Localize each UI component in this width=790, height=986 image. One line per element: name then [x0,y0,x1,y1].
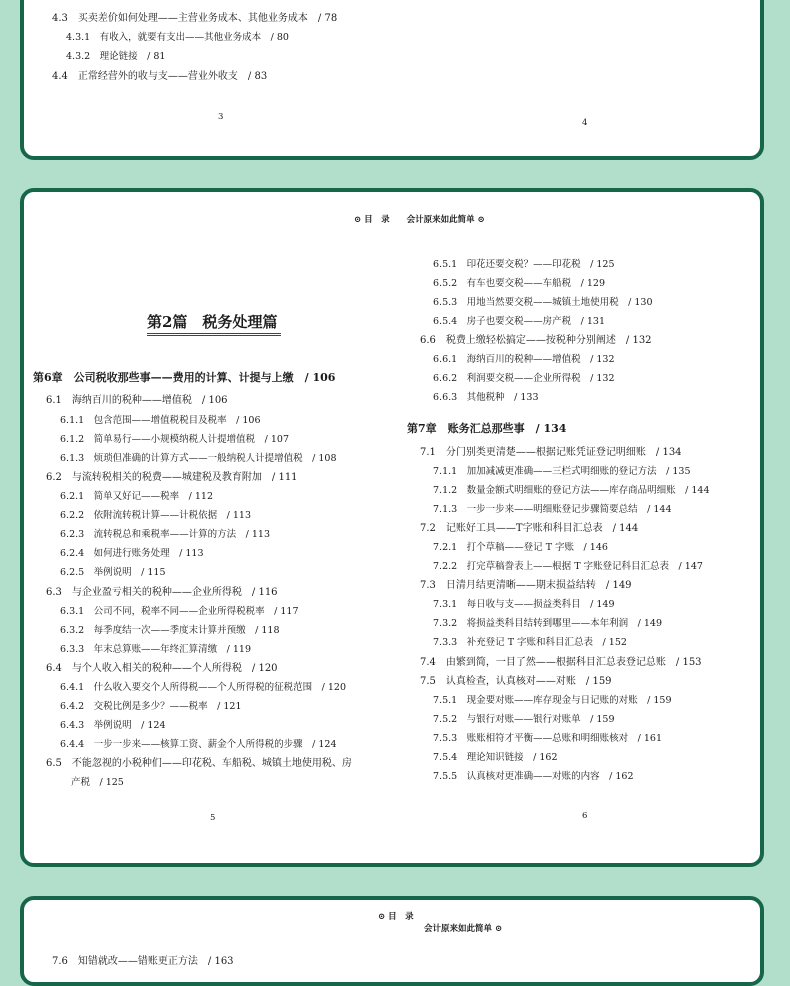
toc-entry: 4.3 买卖差价如何处理——主营业务成本、其他业务成本 / 78 [52,13,338,24]
toc-entry: 6.1.1 包含范围——增值税税目及税率 / 106 [60,415,261,426]
toc-entry: 6.1 海纳百川的税种——增值税 / 106 [46,395,228,406]
toc-entry: 7.1.1 加加减减更准确——三栏式明细账的登记方法 / 135 [433,466,691,477]
toc-entry: 7.3.3 补充登记 T 字账和科目汇总表 / 152 [433,637,627,648]
toc-page-spread-3 [20,896,764,986]
toc-entry: 7.2 记账好工具——T字账和科目汇总表 / 144 [420,523,639,534]
toc-entry: 6.2.1 简单又好记——税率 / 112 [60,491,214,502]
toc-entry: 6.6.2 利润要交税——企业所得税 / 132 [433,373,615,384]
toc-entry: 6.5 不能忽视的小税种们——印花税、车船税、城镇土地使用税、房 [46,758,352,769]
toc-entry: 6.3.3 年末总算账——年终汇算清缴 / 119 [60,644,252,655]
toc-entry: 7.5 认真检查，认真核对——对账 / 159 [420,676,612,687]
toc-entry: 6.6.1 海纳百川的税种——增值税 / 132 [433,354,615,365]
page-number: 6 [582,811,588,821]
toc-entry: 7.1.3 一步一步来——明细账登记步骤简要总结 / 144 [433,504,672,515]
toc-page-spread-2 [20,188,764,867]
running-header: ⊙ 目 录 会计原来如此简单 ⊙ [354,215,485,225]
toc-entry: 4.3.2 理论链接 / 81 [66,51,166,62]
toc-entry: 6.3 与企业盈亏相关的税种——企业所得税 / 116 [46,587,278,598]
toc-entry: 6.2.3 流转税总和乘税率——计算的方法 / 113 [60,529,271,540]
chapter-heading: 第7章 账务汇总那些事 / 134 [407,422,567,435]
toc-entry: 7.5.1 现金要对账——库存现金与日记账的对账 / 159 [433,695,672,706]
toc-entry: 6.6 税费上缴轻松搞定——按税种分别阐述 / 132 [420,335,652,346]
toc-entry: 6.5.3 用地当然要交税——城镇土地使用税 / 130 [433,297,653,308]
page-number: 4 [582,118,588,128]
toc-entry: 7.6 知错就改——错账更正方法 / 163 [52,956,234,967]
toc-entry: 6.2.2 依附流转税计算——计税依据 / 113 [60,510,252,521]
page-number: 3 [218,112,224,122]
part-title: 第2篇 税务处理篇 [147,313,278,331]
running-header: 会计原来如此简单 ⊙ [424,924,503,934]
toc-entry: 6.2 与流转税相关的税费——城建税及教育附加 / 111 [46,472,298,483]
toc-entry: 7.4 由繁到简，一目了然——根据科目汇总表登记总账 / 153 [420,657,702,668]
toc-entry: 7.5.5 认真核对更准确——对账的内容 / 162 [433,771,634,782]
toc-entry: 7.5.3 账账相符才平衡——总账和明细账核对 / 161 [433,733,663,744]
toc-entry: 6.1.3 烦琐但准确的计算方式——一般纳税人计提增值税 / 108 [60,453,337,464]
toc-entry: 6.4.1 什么收入要交个人所得税——个人所得税的征税范围 / 120 [60,682,347,693]
toc-entry: 产税 / 125 [71,777,124,788]
toc-entry: 7.5.4 理论知识链接 / 162 [433,752,558,763]
toc-entry: 4.4 正常经营外的收与支——营业外收支 / 83 [52,71,268,82]
running-header: ⊙ 目 录 [378,912,414,922]
toc-entry: 6.5.2 有车也要交税——车船税 / 129 [433,278,606,289]
toc-entry: 4.3.1 有收入，就要有支出——其他业务成本 / 80 [66,32,289,43]
toc-entry: 7.5.2 与银行对账——银行对账单 / 159 [433,714,615,725]
toc-entry: 6.3.1 公司不同，税率不同——企业所得税税率 / 117 [60,606,299,617]
page-number: 5 [210,813,216,823]
toc-entry: 7.2.2 打完草稿誊表上——根据 T 字账登记科目汇总表 / 147 [433,561,703,572]
toc-entry: 6.4 与个人收入相关的税种——个人所得税 / 120 [46,663,278,674]
toc-entry: 6.6.3 其他税种 / 133 [433,392,539,403]
toc-entry: 6.4.2 交税比例是多少？——税率 / 121 [60,701,242,712]
toc-entry: 6.2.5 举例说明 / 115 [60,567,166,578]
toc-entry: 7.2.1 打个草稿——登记 T 字账 / 146 [433,542,608,553]
toc-entry: 6.5.1 印花还要交税？——印花税 / 125 [433,259,615,270]
toc-entry: 7.3 日清月结更清晰——期末损益结转 / 149 [420,580,632,591]
toc-entry: 7.1.2 数量金额式明细账的登记方法——库存商品明细账 / 144 [433,485,710,496]
toc-entry: 7.3.1 每日收与支——损益类科目 / 149 [433,599,615,610]
toc-page-spread-1 [20,0,764,160]
toc-entry: 7.1 分门别类更清楚——根据记账凭证登记明细账 / 134 [420,447,682,458]
chapter-heading: 第6章 公司税收那些事——费用的计算、计提与上缴 / 106 [33,371,336,384]
toc-entry: 6.4.4 一步一步来——核算工资、薪金个人所得税的步骤 / 124 [60,739,337,750]
toc-entry: 7.3.2 将损益类科目结转到哪里——本年利润 / 149 [433,618,663,629]
part-title-underline [147,333,281,336]
toc-entry: 6.3.2 每季度结一次——季度末计算并预缴 / 118 [60,625,280,636]
toc-entry: 6.4.3 举例说明 / 124 [60,720,166,731]
toc-entry: 6.2.4 如何进行账务处理 / 113 [60,548,204,559]
toc-entry: 6.5.4 房子也要交税——房产税 / 131 [433,316,606,327]
toc-entry: 6.1.2 简单易行——小规模纳税人计提增值税 / 107 [60,434,290,445]
